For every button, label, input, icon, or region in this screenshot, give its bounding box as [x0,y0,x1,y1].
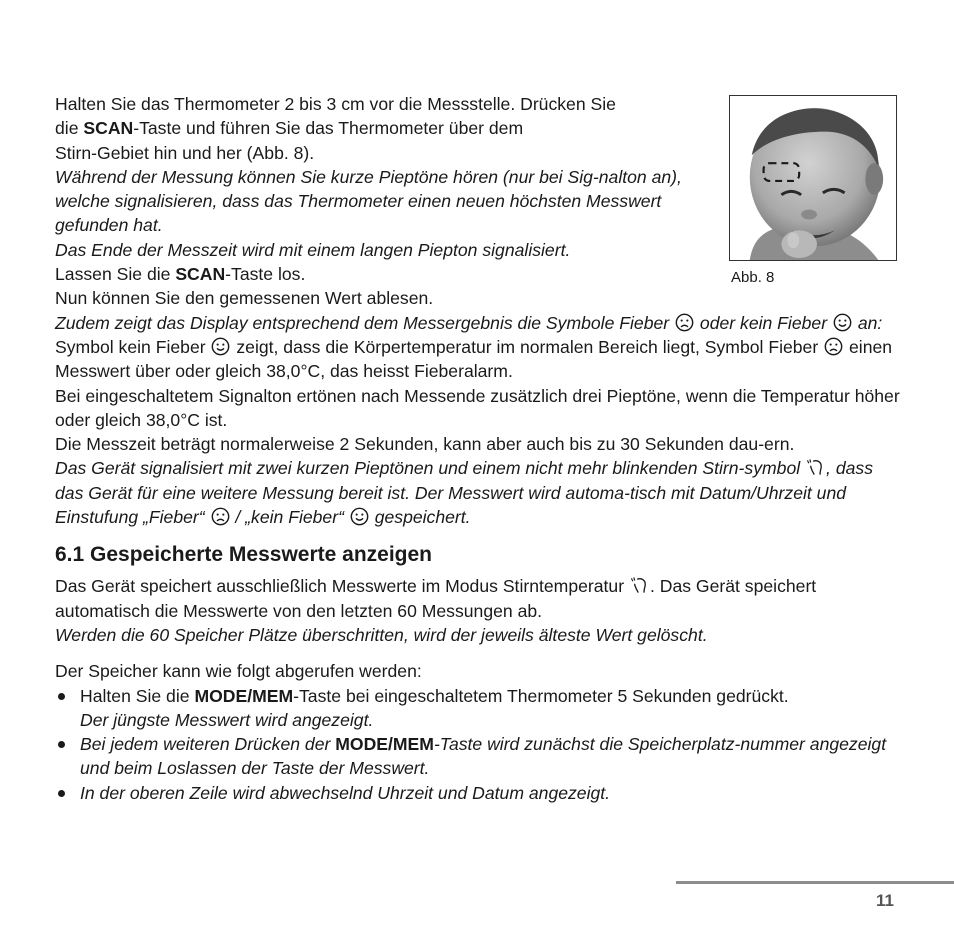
duration-text: Die Messzeit beträgt normalerweise 2 Sekunden, kann aber auch bis zu 30 Sekunden dau-ern. [55,434,795,455]
ready-text: Das Gerät signalisiert mit zwei kurzen Pieptönen und einem nicht mehr blinkenden Stirn-symbol , dass das Gerät für eine weitere Messung bereit ist. Der Messwert wird automa-tisch mit Datum/Uhrzeit und Einstufung „Fieber“ / „kein Fieber“ gespeichert. [55,458,873,528]
scan-key-label: SCAN [83,118,134,139]
happy-face-icon [211,337,230,356]
list-item: Halten Sie die MODE/MEM-Taste bei eingeschaltetem Thermometer 5 Sekunden gedrückt. Der jüngste Messwert wird angezeigt. [55,684,905,733]
page-number: 11 [876,891,894,910]
end-beep-info: Das Ende der Messzeit wird mit einem langen Piepton signalisiert. [55,239,571,260]
list-item: In der oberen Zeile wird abwechselnd Uhrzeit und Datum angezeigt. [55,781,905,805]
intro-block [55,92,720,286]
latest-value-note: Der jüngste Messwert wird angezeigt. [80,709,374,730]
intro-line-1: Halten Sie das Thermometer 2 bis 3 cm vor die Messstelle. Drücken Sie [55,94,616,114]
sad-face-icon [675,313,694,332]
sad-face-icon [211,507,230,526]
mode-mem-key-label: MODE/MEM [335,734,434,755]
overwrite-text: Werden die 60 Speicher Plätze überschritten, wird der jeweils älteste Wert gelöscht. [55,624,708,645]
section-heading: 6.1 Gespeicherte Messwerte anzeigen [55,543,433,567]
forehead-icon [630,576,649,595]
release-scan-instruction: Lassen Sie die SCAN-Taste los. [55,264,306,285]
storage-text: Das Gerät speichert ausschließlich Messwerte im Modus Stirntemperatur . Das Gerät speichert automatisch die Messwerte von den letzten 60 Messungen ab. [55,576,817,621]
scan-key-label: SCAN [175,264,226,285]
read-value-text: Nun können Sie den gemessenen Wert ablesen. [55,288,434,309]
list-item: Bei jedem weiteren Drücken der MODE/MEM-Taste wird zunächst die Speicherplatz-nummer angezeigt und beim Loslassen der Taste der Messwert. [55,732,905,781]
forehead-icon [806,458,825,477]
happy-face-icon [833,313,852,332]
footer-divider [676,881,954,884]
intro-line-3: Stirn-Gebiet hin und her (Abb. 8). [55,142,315,163]
signal-text: Bei eingeschaltetem Signalton ertönen nach Messende zusätzlich drei Pieptöne, wenn die Temperatur höher oder gleich 38,0°C ist. [55,385,900,430]
recall-intro: Der Speicher kann wie folgt abgerufen werden: [55,661,422,682]
baby-forehead-photo [729,95,897,261]
figure-caption: Abb. 8 [731,269,775,286]
no-fever-explanation: Symbol kein Fieber zeigt, dass die Körpertemperatur im normalen Bereich liegt, Symbol Fieber einen Messwert über oder gleich 38,0°C, das heisst Fieberalarm. [55,336,893,382]
intro-line-2: die SCAN-Taste und führen Sie das Thermometer über dem [55,118,524,139]
symbols-text: Zudem zeigt das Display entsprechend dem Messergebnis die Symbole Fieber oder kein Fieber an: [55,312,883,333]
beep-info: Während der Messung können Sie kurze Pieptöne hören (nur bei Sig-nalton an), welche signalisieren, dass das Thermometer einen neuen höchsten Messwert gefunden hat. [55,166,682,236]
recall-steps-list [55,684,905,805]
sad-face-icon [824,337,843,356]
mode-mem-key-label: MODE/MEM [194,685,294,706]
happy-face-icon [350,507,369,526]
